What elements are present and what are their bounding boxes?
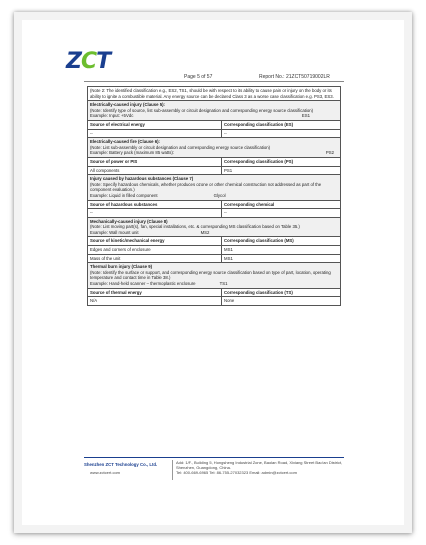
example-value: PS2: [325, 150, 334, 156]
column-header: Source of kinetic/mechanical energy: [88, 237, 222, 245]
footer-contacts: Tel: 400-669-6965 Tel: 86-755-27032323 Email: admin@zctcert.com: [176, 470, 297, 475]
table-row: Edges and corners of enclosure MS1: [88, 246, 340, 255]
section-title: Injury caused by hazardous substances (Clause 7): [90, 176, 194, 182]
section-note: (Note: Specify hazardous chemicals, whether produces ozone or other chemical construction not addressed as part of the component evaluation.): [90, 181, 322, 193]
energy-source-table: [87, 86, 341, 306]
example-label: Example: Battery pack (maximum 85 watts):: [90, 150, 175, 156]
footer-address: Add: 1/F., Building 5, Hongsheng Industrial Zone, Baolan Road, Xixiang Street Bao'an District, Shenzhen, Guangdong, China. Tel: 400-669-6965 Tel: 86-755-27032323 Email: admin@zctcert.com: [176, 460, 346, 475]
footer-separator: [172, 460, 173, 480]
section-title: Mechanically-caused injury (Clause 8): [90, 218, 168, 224]
company-logo: ZCT: [66, 49, 111, 74]
column-header: Source of power or PIS: [88, 158, 222, 166]
section-note: (Note: Identify the surface or support, and corresponding energy source classification based on type of part, location, operating temperature and contact time in Table 38.): [90, 269, 331, 281]
page-number: Page 5 of 57: [184, 74, 213, 80]
table-row: -- --: [88, 209, 340, 218]
section-note: (Note: List sub-assembly or circuit designation and corresponding energy source classification): [90, 144, 271, 150]
section-title: Electrically-caused injury (Clause 5):: [90, 102, 165, 108]
column-header: Source of hazardous substances: [88, 201, 222, 209]
column-header: Corresponding classification (ES): [224, 121, 293, 127]
report-number: Report No.: 21ZCT50719002LR: [259, 74, 330, 80]
table-row: -- --: [88, 130, 340, 139]
header-divider: [84, 81, 344, 82]
table-row: All components PS1: [88, 167, 340, 176]
example-label: Example: Wall mount unit: [90, 229, 139, 235]
section-note: (Note: Identify type of source, list sub-assembly or circuit designation and corresponding energy source classification): [90, 107, 314, 113]
section-title: Electrically-caused fire (Clause 6):: [90, 139, 160, 145]
example-value: TS1: [219, 281, 228, 287]
example-value: ES1: [301, 113, 310, 119]
section-note: (Note: List moving part(s), fan, special installations, etc. & corresponding MS classification based on Table 35.): [90, 224, 300, 230]
column-header: Corresponding classification (TS): [224, 289, 293, 295]
table-row: N/A None: [88, 297, 340, 306]
column-header: Corresponding classification (PS): [224, 158, 293, 164]
column-header: Corresponding chemical: [224, 201, 275, 207]
table-row: Mass of the unit MS1: [88, 255, 340, 264]
example-value: Glycol: [213, 192, 226, 198]
example-value: MS2: [200, 229, 210, 235]
column-header: Corresponding classification (MS): [224, 238, 294, 244]
note-2: (Note 2: The identified classification e.g., ES2, TS1, should be with respect to its ability to cause pain or injury on the body or its ability to ignite a combustible material. Any energy source can be declared Class 3 as a worse case classification e.g. PS3, ES3.: [90, 88, 334, 99]
column-header: Source of thermal energy: [88, 289, 222, 297]
footer-divider: [84, 457, 344, 458]
footer-company: Shenzhen ZCT Technology Co., Ltd.: [84, 462, 158, 467]
example-label: Example: Liquid in filled component: [90, 192, 158, 198]
example-label: Example: Hand-held scanner – thermoplastic enclosure: [90, 281, 196, 287]
example-label: Example: Input: +5Vdc: [90, 113, 134, 119]
footer-website: www.zctcert.com: [90, 470, 121, 475]
column-header: Source of electrical energy: [88, 121, 222, 129]
section-title: Thermal burn injury (Clause 9): [90, 264, 153, 270]
